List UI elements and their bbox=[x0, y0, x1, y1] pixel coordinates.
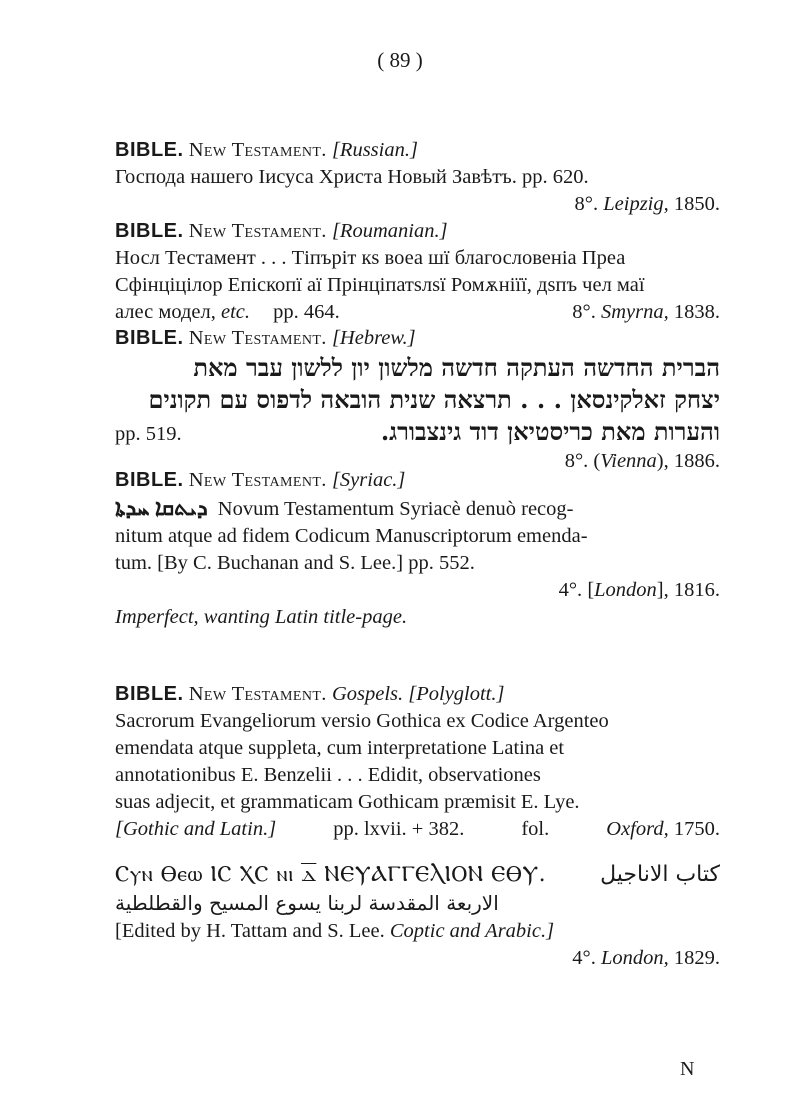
title-line: Novum Testamentum Syriacè denuò recog- bbox=[217, 498, 574, 520]
heading-bible: BIBLE. bbox=[115, 683, 184, 705]
heading-bible: BIBLE. bbox=[115, 469, 184, 491]
editor-note: [Edited by H. Tattam and S. Lee. bbox=[115, 920, 385, 942]
etc-text: etc. bbox=[220, 301, 251, 323]
imprint-place: London, bbox=[600, 947, 669, 969]
syriac-title: ܕܝܬܩܐ ܚܕܬܐ bbox=[115, 495, 208, 520]
heading-bible: BIBLE. bbox=[115, 139, 184, 161]
imprint-place: Vienna bbox=[600, 450, 657, 472]
language-note: Coptic and Arabic.] bbox=[389, 920, 555, 942]
heading-testament: New Testament. bbox=[188, 683, 327, 705]
title-line: Sacrorum Evangeliorum versio Gothica ex Codice Argenteo bbox=[115, 710, 609, 732]
pagination: pp. lxvii. + 382. bbox=[333, 818, 465, 840]
imprint bbox=[606, 816, 720, 843]
page-number: ( 89 ) bbox=[377, 48, 423, 72]
title-line: tum. [By C. Buchanan and S. Lee.] pp. 552. bbox=[115, 552, 475, 574]
syriac-title-line bbox=[115, 494, 720, 523]
signature-mark: N bbox=[680, 1058, 695, 1080]
title-line: annotationibus E. Benzelii . . . Edidit, observationes bbox=[115, 764, 541, 786]
imprint-year: 1816. bbox=[673, 579, 720, 601]
entry-hebrew bbox=[115, 325, 720, 475]
hebrew-title-line: הברית החדשה העתקה חדשה מלשון יון ללשון עבר מאת bbox=[193, 353, 720, 382]
heading-testament: New Testament. bbox=[188, 220, 327, 242]
imprint bbox=[572, 299, 720, 326]
entry-polyglott bbox=[115, 681, 720, 843]
hebrew-title-line: והערות מאת כריסטיאן דוד גינצבורג. bbox=[380, 417, 720, 446]
hebrew-title-line-with-pages bbox=[115, 416, 720, 448]
entry-coptic-arabic bbox=[115, 861, 720, 972]
imprint-year: 1838. bbox=[673, 301, 720, 323]
heading-testament: New Testament. bbox=[188, 139, 327, 161]
entry-roumanian bbox=[115, 218, 720, 326]
entry-syriac bbox=[115, 467, 720, 631]
heading-testament: New Testament. bbox=[188, 469, 327, 491]
title-line: Сфінціцілор Епіскопї аї Прінціпатѕлѕї Ромѫніїї, дѕпъ чел маї bbox=[115, 274, 645, 296]
heading-language: [Hebrew.] bbox=[331, 327, 416, 349]
imprint-year: 1850. bbox=[673, 193, 720, 215]
language-note: [Gothic and Latin.] bbox=[115, 818, 277, 840]
copy-note: Imperfect, wanting Latin title-page. bbox=[115, 606, 408, 628]
imprint-year: 1886. bbox=[673, 450, 720, 472]
heading-testament: New Testament. bbox=[188, 327, 327, 349]
imprint-format: 8°. bbox=[572, 301, 596, 323]
entry-russian bbox=[115, 137, 720, 218]
imprint-place: Leipzig, bbox=[603, 193, 669, 215]
imprint-year: 1750. bbox=[673, 818, 720, 840]
imprint-year: 1829. bbox=[673, 947, 720, 969]
entry-heading bbox=[115, 218, 720, 245]
imprint-format: fol. bbox=[521, 818, 550, 840]
editor-line bbox=[115, 918, 720, 945]
entry-heading bbox=[115, 137, 720, 164]
heading-language: [Polyglott.] bbox=[408, 683, 505, 705]
coptic-title-line bbox=[115, 861, 720, 888]
title-line: алес модел, bbox=[115, 301, 216, 323]
imprint bbox=[115, 191, 720, 218]
imprint: 8°. (Vienna), 1886. bbox=[564, 450, 720, 472]
title-line: suas adjecit, et grammaticam Gothicam præmisit E. Lye. bbox=[115, 791, 580, 813]
coptic-title: Ⲥⲩⲛ Ⲑⲉⲱ ⲒⲤ ⲬⲤ ⲛⲓ ⲇ̅ ⲚⲈⲨⲀⲄⲄⲈⲖⲒⲞⲚ ⲈⲐⲨ. bbox=[115, 862, 547, 887]
imprint-format: 4°. bbox=[558, 579, 583, 601]
imprint: 4°. [London], 1816. bbox=[558, 579, 720, 601]
imprint-format: 8°. bbox=[564, 450, 589, 472]
heading-language: [Roumanian.] bbox=[331, 220, 448, 242]
entry-heading bbox=[115, 681, 720, 708]
imprint-place: Oxford, bbox=[606, 818, 669, 840]
heading-language: [Russian.] bbox=[331, 139, 418, 161]
heading-language: [Syriac.] bbox=[331, 469, 406, 491]
imprint-place: London bbox=[594, 579, 657, 601]
title-line-with-imprint bbox=[115, 299, 720, 326]
entry-heading bbox=[115, 325, 720, 352]
title-line: Носл Тестамент . . . Тіпъріт кѕ воеа шї благословеніа Преа bbox=[115, 247, 626, 269]
title-line: Господа нашего Іисуса Христа Новый Завѣтъ. pp. 620. bbox=[115, 166, 589, 188]
heading-section: Gospels. bbox=[331, 683, 404, 705]
entry-heading bbox=[115, 467, 720, 494]
heading-bible: BIBLE. bbox=[115, 327, 184, 349]
arabic-title: كتاب الاناجيل bbox=[600, 862, 720, 887]
arabic-title-line: الاربعة المقدسة لربنا يسوع المسيح والقطلطية bbox=[115, 891, 499, 915]
imprint-place: Smyrna, bbox=[600, 301, 669, 323]
heading-bible: BIBLE. bbox=[115, 220, 184, 242]
title-line: nitum atque ad fidem Codicum Manuscriptorum emenda- bbox=[115, 525, 588, 547]
pagination: pp. 464. bbox=[273, 301, 340, 323]
pagination: pp. 519. bbox=[115, 423, 182, 445]
imprint-format: 4°. bbox=[572, 947, 596, 969]
hebrew-title-line: יצחק זאלקינסאן . . . תרצאה שנית הובאה לדפוס עם תקונים bbox=[148, 385, 720, 414]
imprint-format: 8°. bbox=[574, 193, 599, 215]
imprint bbox=[115, 945, 720, 972]
title-line: emendata atque suppleta, cum interpretatione Latina et bbox=[115, 737, 565, 759]
collation-line bbox=[115, 816, 720, 843]
